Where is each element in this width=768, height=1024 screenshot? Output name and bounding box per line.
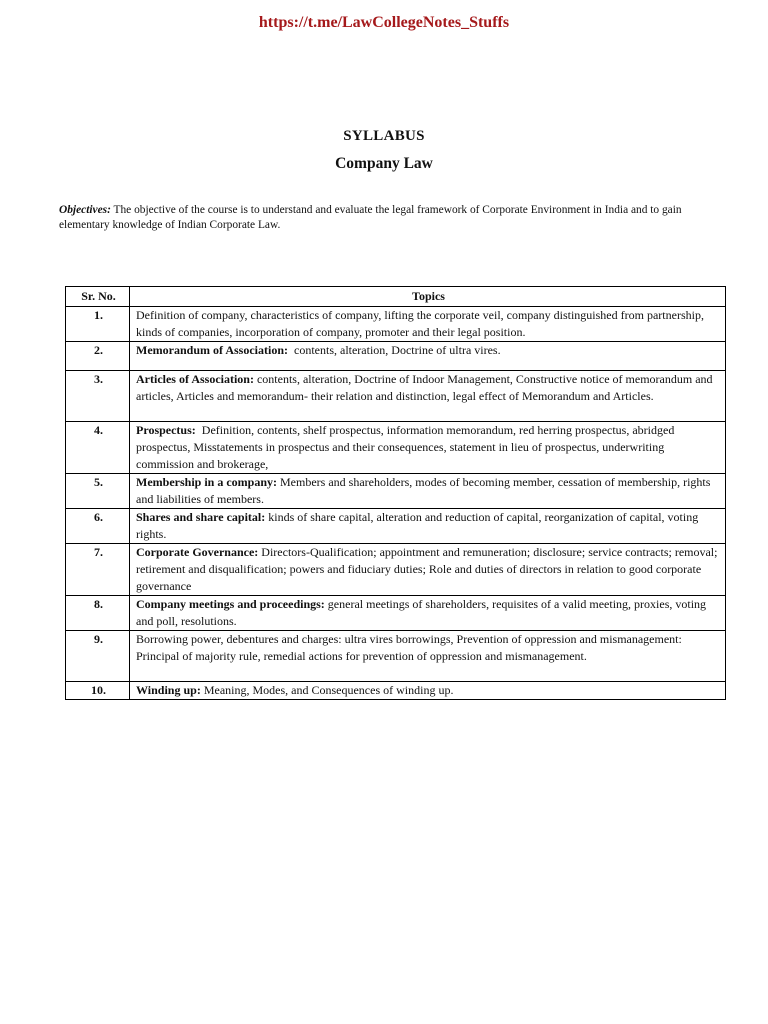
row-number: 4.: [66, 422, 130, 474]
topic-text: contents, alteration, Doctrine of Indoor Management, Constructive notice of memorandum and articles, Articles and memorandum- their relation and distinction, legal effect of Memorandum and Articles.: [136, 372, 716, 403]
row-number: 10.: [66, 682, 130, 700]
table-row: [66, 682, 726, 700]
syllabus-table: [65, 286, 726, 700]
table-row: [66, 474, 726, 509]
header-topics: Topics: [130, 287, 726, 307]
row-topic: [130, 422, 726, 474]
row-topic: [130, 342, 726, 371]
topic-heading: Corporate Governance:: [136, 545, 259, 559]
topic-heading: Winding up:: [136, 683, 201, 697]
row-topic: [130, 509, 726, 544]
row-number: 3.: [66, 371, 130, 422]
telegram-link[interactable]: https://t.me/LawCollegeNotes_Stuffs: [258, 14, 510, 31]
table-row: [66, 422, 726, 474]
subject-title: Company Law: [335, 155, 433, 172]
topic-text: general meetings of shareholders, requisites of a valid meeting, proxies, voting and poll, resolutions.: [136, 597, 710, 628]
row-topic: [130, 682, 726, 700]
topic-text: Definition, contents, shelf prospectus, information memorandum, red herring prospectus, abridged prospectus, Misstatements in prospectus and their consequences, statement in lieu of prospectus, underwriting commission and brokerage,: [136, 423, 678, 471]
topic-text: Directors-Qualification; appointment and remuneration; disclosure; service contracts; removal; retirement and disqualification; powers and fiduciary duties; Role and duties of directors in relation to good corporate governance: [136, 545, 721, 593]
objectives-label: Objectives:: [59, 204, 111, 216]
row-number: 5.: [66, 474, 130, 509]
topic-heading: Company meetings and proceedings:: [136, 597, 325, 611]
row-topic: [130, 631, 726, 682]
table-row: [66, 371, 726, 422]
topic-heading: Membership in a company:: [136, 475, 277, 489]
table-header-row: [66, 287, 726, 307]
topic-heading: Shares and share capital:: [136, 510, 266, 524]
topic-text: kinds of share capital, alteration and reduction of capital, reorganization of capital, voting rights.: [136, 510, 702, 541]
topic-text: Meaning, Modes, and Consequences of winding up.: [200, 683, 454, 697]
row-number: 9.: [66, 631, 130, 682]
page-title: SYLLABUS: [343, 128, 425, 144]
topic-text: Members and shareholders, modes of becoming member, cessation of membership, rights and liabilities of members.: [136, 475, 714, 506]
row-topic: [130, 474, 726, 509]
topic-heading: Prospectus:: [136, 423, 196, 437]
topic-heading: Articles of Association:: [136, 372, 254, 386]
table-row: [66, 544, 726, 596]
table-row: [66, 342, 726, 371]
row-number: 1.: [66, 307, 130, 342]
table-row: [66, 631, 726, 682]
table-row: [66, 307, 726, 342]
topic-text: Definition of company, characteristics of company, lifting the corporate veil, company distinguished from partnership, kinds of companies, incorporation of company, promoter and their legal position.: [136, 308, 707, 339]
row-topic: [130, 544, 726, 596]
topic-text: contents, alteration, Doctrine of ultra vires.: [288, 343, 501, 357]
row-number: 7.: [66, 544, 130, 596]
objectives-paragraph: [59, 203, 719, 233]
topic-text: Borrowing power, debentures and charges: ultra vires borrowings, Prevention of oppression and mismanagement: Principal of majority rule, remedial actions for prevention of oppression and mismanagement.: [136, 632, 685, 663]
header-sr-no: Sr. No.: [66, 287, 130, 307]
topic-heading: Memorandum of Association:: [136, 343, 288, 357]
objectives-text: The objective of the course is to understand and evaluate the legal framework of Corporate Environment in India and to gain elementary knowledge of Indian Corporate Law.: [59, 204, 682, 231]
row-topic: [130, 307, 726, 342]
table-row: [66, 596, 726, 631]
row-topic: [130, 596, 726, 631]
table-row: [66, 509, 726, 544]
row-number: 6.: [66, 509, 130, 544]
row-number: 8.: [66, 596, 130, 631]
row-topic: [130, 371, 726, 422]
row-number: 2.: [66, 342, 130, 371]
